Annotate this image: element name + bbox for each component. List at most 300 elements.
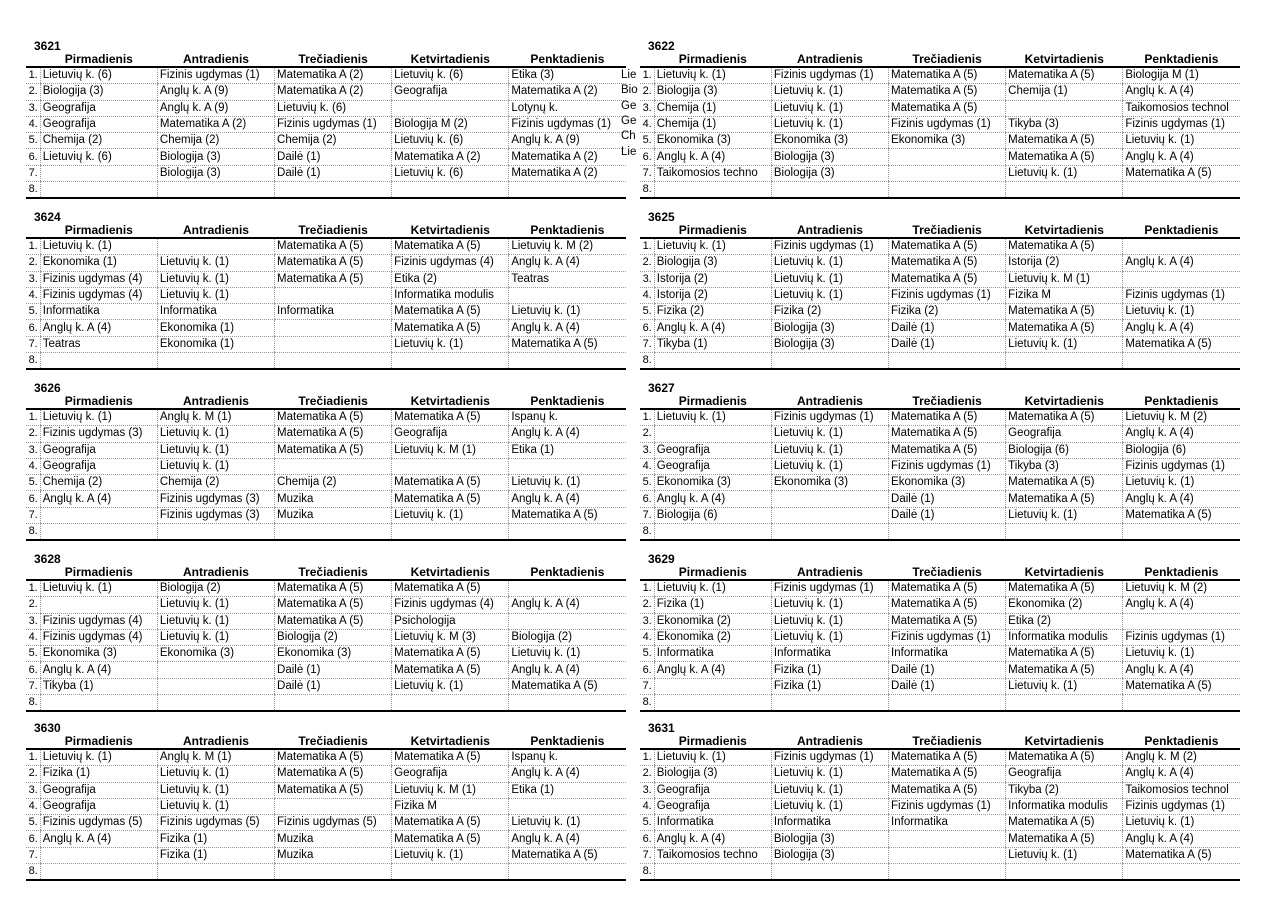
lesson-number: 6. [26, 831, 40, 847]
lesson-cell [654, 426, 771, 442]
lesson-cell [392, 695, 509, 712]
lesson-cell: Teatras [509, 271, 626, 287]
lesson-cell: Lietuvių k. (1) [157, 629, 274, 645]
lesson-number: 3. [26, 613, 40, 629]
lesson-number: 4. [26, 458, 40, 474]
lesson-cell: Fizinis ugdymas (5) [40, 815, 157, 831]
lesson-cell: Geografija [392, 766, 509, 782]
lesson-cell: Dailė (1) [889, 491, 1006, 507]
lesson-row [26, 409, 626, 426]
lesson-row [26, 782, 626, 798]
lesson-cell: Dailė (1) [889, 320, 1006, 336]
lesson-cell: Lietuvių k. (1) [1006, 847, 1123, 863]
lesson-cell: Anglų k. A (4) [509, 320, 626, 336]
class-id: 3624 [34, 210, 61, 224]
lesson-cell: Informatika [771, 815, 888, 831]
lesson-number: 7. [640, 847, 654, 863]
lesson-cell: Lietuvių k. M (2) [1123, 409, 1240, 426]
lesson-cell: Geografija [40, 798, 157, 814]
lesson-row [26, 580, 626, 597]
lesson-cell: Lietuvių k. M (2) [509, 238, 626, 255]
lesson-cell [157, 238, 274, 255]
lesson-cell: Matematika A (5) [392, 475, 509, 491]
lesson-cell: Geografija [654, 442, 771, 458]
lesson-row [26, 165, 626, 181]
lesson-cell: Tikyba (1) [40, 678, 157, 694]
lesson-cell: Informatika [889, 646, 1006, 662]
lesson-number: 4. [640, 116, 654, 132]
lesson-cell [157, 353, 274, 370]
day-header: Antradienis [796, 565, 863, 579]
lesson-number: 3. [640, 271, 654, 287]
lesson-number: 4. [26, 287, 40, 303]
lesson-cell: Biologija (3) [771, 165, 888, 181]
lesson-cell: Lietuvių k. (1) [771, 597, 888, 613]
lesson-cell [889, 831, 1006, 847]
lesson-cell: Lietuvių k. (1) [40, 409, 157, 426]
lesson-number: 8. [26, 864, 40, 881]
lesson-cell [771, 695, 888, 712]
day-header: Penktadienis [530, 565, 605, 579]
lesson-row [26, 442, 626, 458]
lesson-cell: Matematika A (5) [1006, 815, 1123, 831]
lesson-row [26, 238, 626, 255]
lesson-cell [654, 864, 771, 881]
day-header: Pirmadienis [64, 394, 133, 408]
lesson-cell: Dailė (1) [275, 165, 392, 181]
lesson-cell: Dailė (1) [275, 678, 392, 694]
lesson-cell: Lietuvių k. (1) [157, 613, 274, 629]
lesson-cell: Fizinis ugdymas (4) [392, 255, 509, 271]
lesson-number: 3. [640, 442, 654, 458]
lesson-cell: Biologija (3) [654, 255, 771, 271]
lesson-cell: Lietuvių k. (1) [157, 782, 274, 798]
lesson-number: 7. [26, 507, 40, 523]
lesson-cell: Anglų k. A (4) [1123, 84, 1240, 100]
lesson-cell [889, 524, 1006, 541]
lesson-cell [157, 524, 274, 541]
timetable-table [26, 734, 626, 881]
lesson-cell: Fizinis ugdymas (3) [157, 491, 274, 507]
lesson-cell: Lietuvių k. (1) [771, 84, 888, 100]
lesson-row [640, 133, 1240, 149]
lesson-cell [654, 678, 771, 694]
lesson-cell [509, 182, 626, 199]
lesson-cell: Matematika A (5) [1006, 149, 1123, 165]
lesson-cell: Matematika A (2) [275, 67, 392, 84]
timetable-table [640, 223, 1240, 370]
lesson-row [640, 491, 1240, 507]
lesson-number: 8. [640, 864, 654, 881]
lesson-row [26, 491, 626, 507]
day-header: Pirmadienis [678, 565, 747, 579]
lesson-cell: Anglų k. A (4) [509, 831, 626, 847]
lesson-cell: Lietuvių k. (1) [157, 255, 274, 271]
lesson-number: 3. [640, 782, 654, 798]
lesson-cell: Anglų k. A (4) [509, 426, 626, 442]
lesson-cell: Fizinis ugdymas (5) [275, 815, 392, 831]
lesson-row [640, 597, 1240, 613]
lesson-cell: Matematika A (5) [392, 815, 509, 831]
lesson-cell: Lietuvių k. (6) [392, 133, 509, 149]
timetable-table [26, 394, 626, 541]
lesson-cell [392, 353, 509, 370]
lesson-cell: Matematika A (5) [1006, 491, 1123, 507]
lesson-row [640, 182, 1240, 199]
lesson-cell [509, 458, 626, 474]
lesson-number: 5. [640, 475, 654, 491]
lesson-cell: Tikyba (1) [654, 336, 771, 352]
day-header: Ketvirtadienis [1024, 223, 1104, 237]
lesson-cell: Matematika A (5) [509, 678, 626, 694]
day-header: Pirmadienis [678, 394, 747, 408]
lesson-cell: Informatika modulis [1006, 798, 1123, 814]
lesson-number: 5. [26, 646, 40, 662]
lesson-cell [509, 695, 626, 712]
lesson-cell: Lietuvių k. (1) [771, 629, 888, 645]
lesson-cell: Matematika A (5) [889, 613, 1006, 629]
lesson-cell: Lietuvių k. (6) [40, 67, 157, 84]
row-number-header [640, 223, 654, 238]
lesson-cell: Matematika A (5) [889, 255, 1006, 271]
lesson-cell: Fizinis ugdymas (1) [157, 67, 274, 84]
day-header: Antradienis [182, 223, 249, 237]
lesson-cell: Matematika A (5) [275, 749, 392, 766]
day-header: Ketvirtadienis [410, 734, 490, 748]
lesson-cell [771, 524, 888, 541]
lesson-cell: Informatika modulis [1006, 629, 1123, 645]
lesson-cell: Matematika A (5) [1006, 646, 1123, 662]
lesson-cell [1123, 695, 1240, 712]
lesson-cell: Lietuvių k. (6) [392, 165, 509, 181]
lesson-cell [1123, 271, 1240, 287]
clipped-text-fragment: Lie [621, 69, 637, 81]
lesson-cell [275, 182, 392, 199]
lesson-cell: Lietuvių k. M (1) [1006, 271, 1123, 287]
lesson-cell: Istorija (2) [654, 271, 771, 287]
lesson-cell [275, 695, 392, 712]
lesson-cell: Biologija (3) [157, 149, 274, 165]
day-header: Pirmadienis [678, 223, 747, 237]
lesson-cell: Biologija (3) [654, 84, 771, 100]
lesson-cell: Informatika [654, 646, 771, 662]
lesson-cell [275, 320, 392, 336]
lesson-cell: Fizika M [392, 798, 509, 814]
lesson-cell [1006, 182, 1123, 199]
lesson-cell: Informatika modulis [392, 287, 509, 303]
lesson-row [26, 798, 626, 814]
day-header: Antradienis [182, 394, 249, 408]
lesson-cell: Lotynų k. [509, 100, 626, 116]
lesson-row [26, 458, 626, 474]
lesson-number: 7. [640, 507, 654, 523]
lesson-cell: Etika (2) [1006, 613, 1123, 629]
lesson-cell: Anglų k. A (4) [1123, 491, 1240, 507]
lesson-row [26, 597, 626, 613]
lesson-number: 4. [640, 458, 654, 474]
lesson-cell: Matematika A (5) [392, 646, 509, 662]
lesson-number: 7. [26, 678, 40, 694]
lesson-cell: Lietuvių k. (1) [654, 238, 771, 255]
day-header: Penktadienis [1144, 223, 1219, 237]
lesson-row [640, 442, 1240, 458]
lesson-row [26, 847, 626, 863]
day-header: Ketvirtadienis [1024, 394, 1104, 408]
lesson-row [640, 662, 1240, 678]
lesson-row [26, 84, 626, 100]
lesson-cell: Lietuvių k. (1) [1123, 304, 1240, 320]
lesson-cell: Lietuvių k. (1) [1006, 507, 1123, 523]
lesson-cell: Biologija (3) [654, 766, 771, 782]
lesson-cell: Tikyba (3) [1006, 458, 1123, 474]
lesson-cell: Informatika [157, 304, 274, 320]
lesson-number: 6. [26, 491, 40, 507]
lesson-cell: Lietuvių k. (6) [275, 100, 392, 116]
lesson-row [640, 507, 1240, 523]
lesson-cell: Fizinis ugdymas (1) [1123, 116, 1240, 132]
lesson-cell: Ekonomika (1) [40, 255, 157, 271]
day-header: Ketvirtadienis [1024, 734, 1104, 748]
lesson-cell: Lietuvių k. (1) [157, 798, 274, 814]
lesson-row [640, 409, 1240, 426]
lesson-cell [1123, 238, 1240, 255]
lesson-cell: Matematika A (5) [275, 426, 392, 442]
lesson-cell: Anglų k. A (4) [1123, 766, 1240, 782]
lesson-row [26, 507, 626, 523]
lesson-row [26, 336, 626, 352]
lesson-cell: Lietuvių k. (1) [771, 116, 888, 132]
lesson-cell: Fizinis ugdymas (1) [771, 749, 888, 766]
lesson-cell: Dailė (1) [275, 662, 392, 678]
lesson-row [640, 84, 1240, 100]
lesson-row [640, 847, 1240, 863]
lesson-cell: Etika (3) [509, 67, 626, 84]
lesson-number: 5. [640, 815, 654, 831]
lesson-cell: Matematika A (5) [889, 100, 1006, 116]
lesson-number: 2. [640, 426, 654, 442]
lesson-cell: Matematika A (5) [392, 320, 509, 336]
lesson-cell [889, 847, 1006, 863]
lesson-cell: Lietuvių k. (1) [654, 67, 771, 84]
lesson-cell [771, 491, 888, 507]
lesson-cell [40, 864, 157, 881]
clipped-text-fragment: Ge [621, 114, 637, 127]
lesson-cell: Fizinis ugdymas (1) [1123, 458, 1240, 474]
lesson-cell: Fizika (1) [157, 831, 274, 847]
lesson-cell: Taikomosios technol [1123, 100, 1240, 116]
lesson-cell: Matematika A (2) [509, 84, 626, 100]
lesson-cell: Lietuvių k. M (1) [392, 442, 509, 458]
lesson-cell: Anglų k. A (4) [1123, 597, 1240, 613]
lesson-cell: Chemija (2) [40, 475, 157, 491]
lesson-cell: Lietuvių k. (1) [392, 336, 509, 352]
lesson-row [26, 271, 626, 287]
lesson-number: 5. [26, 475, 40, 491]
lesson-cell: Psichologija [392, 613, 509, 629]
lesson-cell [889, 165, 1006, 181]
lesson-cell: Matematika A (5) [275, 597, 392, 613]
day-header: Ketvirtadienis [410, 565, 490, 579]
lesson-cell: Anglų k. A (4) [1123, 149, 1240, 165]
lesson-cell: Matematika A (5) [275, 238, 392, 255]
lesson-row [640, 749, 1240, 766]
lesson-row [640, 766, 1240, 782]
lesson-row [640, 165, 1240, 181]
lesson-cell: Matematika A (5) [1123, 678, 1240, 694]
lesson-row [640, 815, 1240, 831]
lesson-cell [392, 458, 509, 474]
lesson-cell [509, 798, 626, 814]
lesson-cell [509, 287, 626, 303]
lesson-cell: Matematika A (5) [392, 580, 509, 597]
lesson-cell: Lietuvių k. (1) [771, 255, 888, 271]
lesson-cell: Anglų k. A (4) [654, 491, 771, 507]
lesson-cell: Chemija (2) [40, 133, 157, 149]
day-header: Antradienis [182, 565, 249, 579]
lesson-row [640, 782, 1240, 798]
lesson-row [640, 678, 1240, 694]
timetable-table [26, 52, 626, 199]
lesson-cell: Fizinis ugdymas (1) [1123, 798, 1240, 814]
lesson-number: 5. [640, 304, 654, 320]
lesson-row [640, 831, 1240, 847]
lesson-cell: Matematika A (5) [275, 580, 392, 597]
lesson-cell [40, 597, 157, 613]
lesson-cell [654, 695, 771, 712]
lesson-row [640, 287, 1240, 303]
lesson-number: 8. [640, 524, 654, 541]
lesson-cell: Matematika A (5) [1006, 304, 1123, 320]
lesson-cell [1006, 353, 1123, 370]
row-number-header [26, 734, 40, 749]
class-id: 3621 [34, 39, 61, 53]
lesson-cell: Lietuvių k. (1) [40, 238, 157, 255]
lesson-cell: Lietuvių k. (6) [392, 67, 509, 84]
lesson-cell: Taikomosios technol [1123, 782, 1240, 798]
lesson-row [640, 304, 1240, 320]
lesson-cell: Ispanų k. [509, 409, 626, 426]
lesson-cell: Ekonomika (1) [157, 336, 274, 352]
lesson-cell: Anglų k. A (4) [509, 255, 626, 271]
day-header: Penktadienis [530, 394, 605, 408]
lesson-row [26, 864, 626, 881]
lesson-cell: Biologija (3) [771, 336, 888, 352]
lesson-cell: Ekonomika (2) [1006, 597, 1123, 613]
lesson-row [26, 426, 626, 442]
lesson-cell: Matematika A (5) [275, 766, 392, 782]
lesson-cell: Matematika A (2) [392, 149, 509, 165]
lesson-cell: Matematika A (5) [889, 597, 1006, 613]
lesson-cell: Lietuvių k. (1) [1123, 475, 1240, 491]
day-header: Trečiadienis [912, 734, 982, 748]
lesson-number: 2. [640, 597, 654, 613]
day-header: Ketvirtadienis [410, 223, 490, 237]
lesson-number: 4. [26, 116, 40, 132]
lesson-cell: Lietuvių k. (1) [1123, 133, 1240, 149]
lesson-row [26, 749, 626, 766]
lesson-cell: Biologija (6) [1123, 442, 1240, 458]
lesson-cell [889, 864, 1006, 881]
day-header: Trečiadienis [912, 565, 982, 579]
lesson-cell: Anglų k. A (4) [654, 831, 771, 847]
class-id: 3622 [648, 39, 675, 53]
lesson-cell [1006, 864, 1123, 881]
lesson-cell: Biologija (6) [1006, 442, 1123, 458]
lesson-cell: Geografija [1006, 426, 1123, 442]
lesson-cell [40, 182, 157, 199]
lesson-number: 1. [640, 67, 654, 84]
day-header: Ketvirtadienis [410, 52, 490, 66]
lesson-number: 1. [26, 749, 40, 766]
lesson-cell: Muzika [275, 847, 392, 863]
lesson-cell [654, 182, 771, 199]
lesson-cell: Matematika A (5) [392, 238, 509, 255]
lesson-number: 3. [640, 613, 654, 629]
lesson-row [640, 580, 1240, 597]
lesson-row [26, 613, 626, 629]
lesson-cell: Etika (1) [509, 442, 626, 458]
lesson-cell: Matematika A (5) [889, 782, 1006, 798]
row-number-header [640, 52, 654, 67]
lesson-row [640, 238, 1240, 255]
lesson-cell: Fizinis ugdymas (1) [1123, 287, 1240, 303]
lesson-cell [509, 613, 626, 629]
lesson-number: 7. [26, 336, 40, 352]
lesson-cell: Matematika A (2) [157, 116, 274, 132]
lesson-row [26, 67, 626, 84]
lesson-number: 5. [640, 646, 654, 662]
day-header: Pirmadienis [64, 565, 133, 579]
lesson-cell: Geografija [40, 116, 157, 132]
lesson-cell: Biologija (2) [509, 629, 626, 645]
lesson-number: 7. [640, 336, 654, 352]
lesson-cell [509, 524, 626, 541]
lesson-cell: Biologija (3) [157, 165, 274, 181]
lesson-cell: Fizika (1) [771, 662, 888, 678]
lesson-cell: Lietuvių k. (1) [157, 442, 274, 458]
timetable-table [640, 734, 1240, 881]
class-id: 3626 [34, 381, 61, 395]
lesson-cell: Ekonomika (3) [157, 646, 274, 662]
day-header: Antradienis [796, 394, 863, 408]
lesson-row [640, 149, 1240, 165]
lesson-cell: Matematika A (5) [889, 238, 1006, 255]
lesson-cell: Anglų k. A (4) [509, 491, 626, 507]
lesson-number: 4. [640, 629, 654, 645]
lesson-number: 6. [640, 491, 654, 507]
lesson-cell: Geografija [392, 84, 509, 100]
lesson-cell: Ekonomika (2) [654, 629, 771, 645]
lesson-cell: Chemija (1) [654, 100, 771, 116]
clipped-text-fragment: Ge [621, 99, 637, 112]
timetable-table [26, 223, 626, 370]
lesson-cell [771, 864, 888, 881]
lesson-cell: Istorija (2) [1006, 255, 1123, 271]
lesson-cell: Anglų k. A (4) [654, 149, 771, 165]
lesson-cell: Ekonomika (3) [654, 133, 771, 149]
lesson-row [26, 255, 626, 271]
lesson-cell: Lietuvių k. (1) [1006, 336, 1123, 352]
lesson-cell: Matematika A (2) [509, 165, 626, 181]
lesson-cell: Matematika A (5) [1006, 409, 1123, 426]
lesson-cell: Matematika A (5) [392, 749, 509, 766]
lesson-cell: Ekonomika (3) [40, 646, 157, 662]
lesson-cell: Fizinis ugdymas (4) [40, 613, 157, 629]
lesson-number: 1. [640, 580, 654, 597]
row-number-header [26, 565, 40, 580]
lesson-cell: Anglų k. A (4) [654, 662, 771, 678]
lesson-number: 6. [640, 320, 654, 336]
